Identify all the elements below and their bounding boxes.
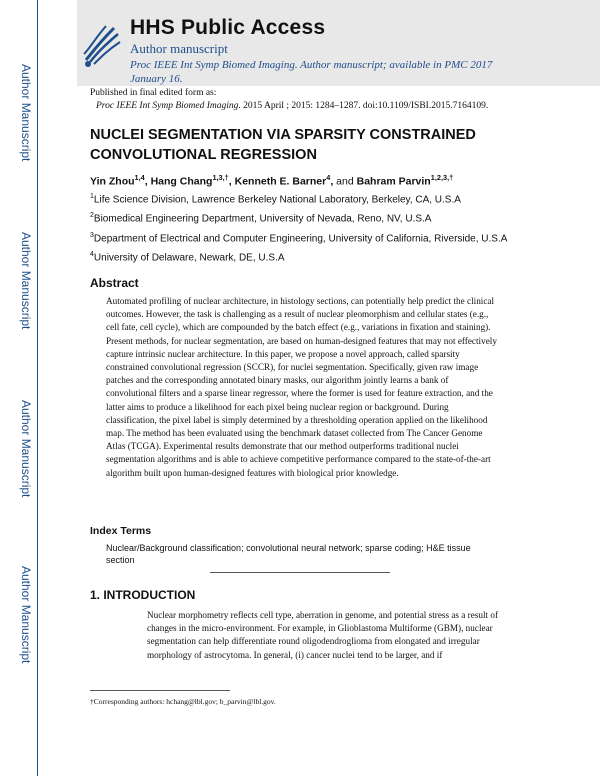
footnote: †Corresponding authors: hchang@lbl.gov; b_parvin@lbl.gov. <box>90 697 276 706</box>
published-citation: Proc IEEE Int Symp Biomed Imaging. 2015 April ; 2015: 1284–1287. doi:10.1109/ISBI.2015.7164109. <box>96 101 489 111</box>
side-label: Author Manuscript <box>19 64 33 162</box>
affiliation: $^2$Biomedical Engineering Department, University of Nevada, Reno, NV, U.S.A <box>90 212 432 225</box>
side-label: Author Manuscript <box>19 232 33 330</box>
intro-text: Nuclear morphometry reflects cell type, aberration in genome, and potential stress as a result of changes in the micro-environment. For example, in Glioblastoma Multiforme (GBM), nuclear segmentation can help differentiate round oligodendroglioma from elongated and irregular morphology of astrocytoma. In general, (i) cancer nuclei tend to be larger, and if <box>147 610 499 660</box>
header-citation: Proc IEEE Int Symp Biomed Imaging. Author manuscript; available in PMC 2017 January 16. <box>130 59 493 85</box>
abstract-heading: Abstract <box>90 276 139 290</box>
author: Yin Zhou <box>90 175 135 188</box>
published-label: Published in final edited form as: <box>90 88 217 98</box>
index-terms-text: Nuclear/Background classification; convolutional neural network; sparse coding; H&E tissue section <box>106 543 471 565</box>
affiliation: $^1$Life Science Division, Lawrence Berkeley National Laboratory, Berkeley, CA, U.S.A <box>90 193 461 206</box>
hhs-eagle-logo-icon <box>80 20 124 70</box>
intro-heading: 1. INTRODUCTION <box>90 588 196 602</box>
divider <box>210 572 390 573</box>
author: Kenneth E. Barner <box>234 175 327 188</box>
affiliation: $^3$Department of Electrical and Computer Engineering, University of California, Riverside, U.S.A <box>90 232 508 245</box>
author-list: Yin Zhou$^{1,4}$, Hang Chang$^{1,3,\dagger}$, Kenneth E. Barner$^4$, and Bahram Parvin$^{1,2,3,\dagger}$ <box>90 173 454 188</box>
header-title: HHS Public Access <box>130 16 326 39</box>
side-rail <box>37 0 38 776</box>
author: Bahram Parvin <box>356 175 431 188</box>
paper-title: NUCLEI SEGMENTATION VIA SPARSITY CONSTRAINED CONVOLUTIONAL REGRESSION <box>90 127 476 163</box>
index-terms-heading: Index Terms <box>90 525 152 537</box>
abstract-text: Automated profiling of nuclear architecture, in histology sections, can potentially help predict the clinical outcomes. However, the task is challenging as a result of nuclear pleomorphism and cellular states (e.g., cell fate, cell cycle), which are compounded by the batch effect (e.g., variations in fixation and staining). Present methods, for nuclear segmentation, are based on human-designed features that may not effectively capture intrinsic nuclear architecture. In this paper, we propose a novel approach, called sparsity constrained convolutional regression (SCCR), for nuclei segmentation. Specifically, given raw image patches and the corresponding annotated binary masks, our algorithm jointly learns a bank of convolutional filters and a sparse linear regressor, where the former is used for feature extraction, and the latter aims to produce a likelihood for each pixel being nuclear region or background. During classification, the pixel label is simply determined by a thresholding operation applied on the likelihood map. The method has been evaluated using the benchmark dataset collected from The Cancer Genome Atlas (TCGA). Experimental results demonstrate that our method outperforms traditional nuclei segmentation algorithms and is able to achieve competitive performance compared to the state-of-the-art algorithm built upon human-designed features with biological prior knowledge. <box>106 296 497 478</box>
footnote-divider <box>90 690 230 691</box>
side-label: Author Manuscript <box>19 400 33 498</box>
header-subtitle: Author manuscript <box>130 41 228 56</box>
side-label: Author Manuscript <box>19 566 33 664</box>
affiliation: $^4$University of Delaware, Newark, DE, U.S.A <box>90 251 285 264</box>
author: Hang Chang <box>150 175 213 188</box>
